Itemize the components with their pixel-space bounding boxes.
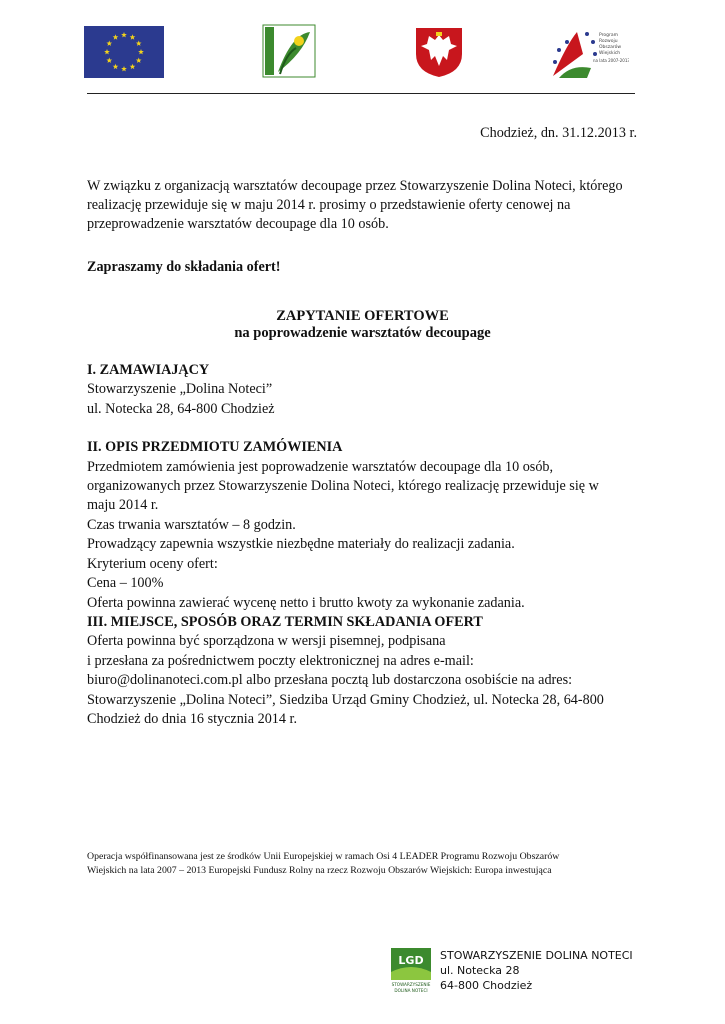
section-2-line: Kryterium oceny ofert: (87, 556, 218, 572)
section-3-line: Stowarzyszenie „Dolina Noteci”, Siedziba Urząd Gminy Chodzież, ul. Notecka 28, 64-800 (87, 692, 604, 708)
cofinancing-note-line: Wiejskich na lata 2007 – 2013 Europejski Fundusz Rolny na rzecz Rozwoju Obszarów Wiejskich: Europa inwestująca (87, 865, 552, 876)
section-2-line: Prowadzący zapewnia wszystkie niezbędne materiały do realizacji zadania. (87, 536, 515, 552)
leader-logo-icon (262, 24, 316, 78)
section-2-line: maju 2014 r. (87, 497, 159, 513)
document-title: ZAPYTANIE OFERTOWE (276, 308, 449, 324)
svg-text:LGD: LGD (398, 954, 424, 967)
svg-text:DOLINA NOTECI: DOLINA NOTECI (394, 988, 428, 993)
lgd-logo-icon (389, 946, 433, 994)
section-1-line: ul. Notecka 28, 64-800 Chodzież (87, 401, 275, 417)
section-3-line: i przesłana za pośrednictwem poczty elektronicznej na adres e-mail: (87, 653, 474, 669)
svg-text:STOWARZYSZENIE: STOWARZYSZENIE (391, 982, 431, 987)
intro-paragraph: W związku z organizacją warsztatów decoupage przez Stowarzyszenie Dolina Noteci, którego realizację przewiduje się w maju 2014 r. prosimy o przedstawienie oferty cenowej na przeprowadzenie warsztatów decoupage dla 10 osób. (87, 178, 623, 232)
section-2-line: organizowanych przez Stowarzyszenie Dolina Noteci, którego realizację przewiduje się w (87, 478, 599, 494)
section-2-line: Czas trwania warsztatów – 8 godzin. (87, 517, 296, 533)
organization-street: ul. Notecka 28 (440, 964, 520, 977)
section-3-heading: III. MIEJSCE, SPOSÓB ORAZ TERMIN SKŁADANIA OFERT (87, 614, 483, 630)
organization-city: 64-800 Chodzież (440, 979, 533, 992)
coat-of-arms-icon (413, 26, 465, 78)
eu-flag-icon (84, 26, 164, 78)
cofinancing-note-line: Operacja współfinansowana jest ze środków Unii Europejskiej w ramach Osi 4 LEADER Programu Rozwoju Obszarów (87, 851, 560, 862)
svg-text:Obszarów: Obszarów (599, 45, 622, 50)
prow-logo-icon (547, 24, 629, 82)
document-subtitle: na poprowadzenie warsztatów decoupage (234, 325, 491, 341)
section-3-line: Chodzież do dnia 16 stycznia 2014 r. (87, 711, 298, 727)
section-3-line: Oferta powinna być sporządzona w wersji pisemnej, podpisana (87, 633, 446, 649)
organization-address (440, 948, 633, 993)
header-divider (87, 93, 635, 94)
cofinancing-note (87, 850, 559, 878)
section-2-line: Cena – 100% (87, 575, 164, 591)
section-1-line: Stowarzyszenie „Dolina Noteci” (87, 381, 273, 397)
section-2-heading: II. OPIS PRZEDMIOTU ZAMÓWIENIA (87, 439, 343, 455)
letter-date: Chodzież, dn. 31.12.2013 r. (480, 125, 637, 141)
section-3-line: biuro@dolinanoteci.com.pl albo przesłana pocztą lub dostarczona osobiście na adres: (87, 672, 573, 688)
organization-name: STOWARZYSZENIE DOLINA NOTECI (440, 949, 633, 962)
svg-text:Program: Program (599, 33, 618, 38)
invitation-line: Zapraszamy do składania ofert! (87, 259, 281, 275)
section-1-heading: I. ZAMAWIAJĄCY (87, 362, 210, 378)
svg-text:Rozwoju: Rozwoju (599, 39, 618, 44)
section-2-line: Przedmiotem zamówienia jest poprowadzenie warsztatów decoupage dla 10 osób, (87, 459, 554, 475)
svg-text:Wiejskich: Wiejskich (599, 51, 621, 56)
svg-text:na lata 2007-2013: na lata 2007-2013 (593, 58, 629, 63)
section-2-line: Oferta powinna zawierać wycenę netto i brutto kwoty za wykonanie zadania. (87, 595, 525, 611)
